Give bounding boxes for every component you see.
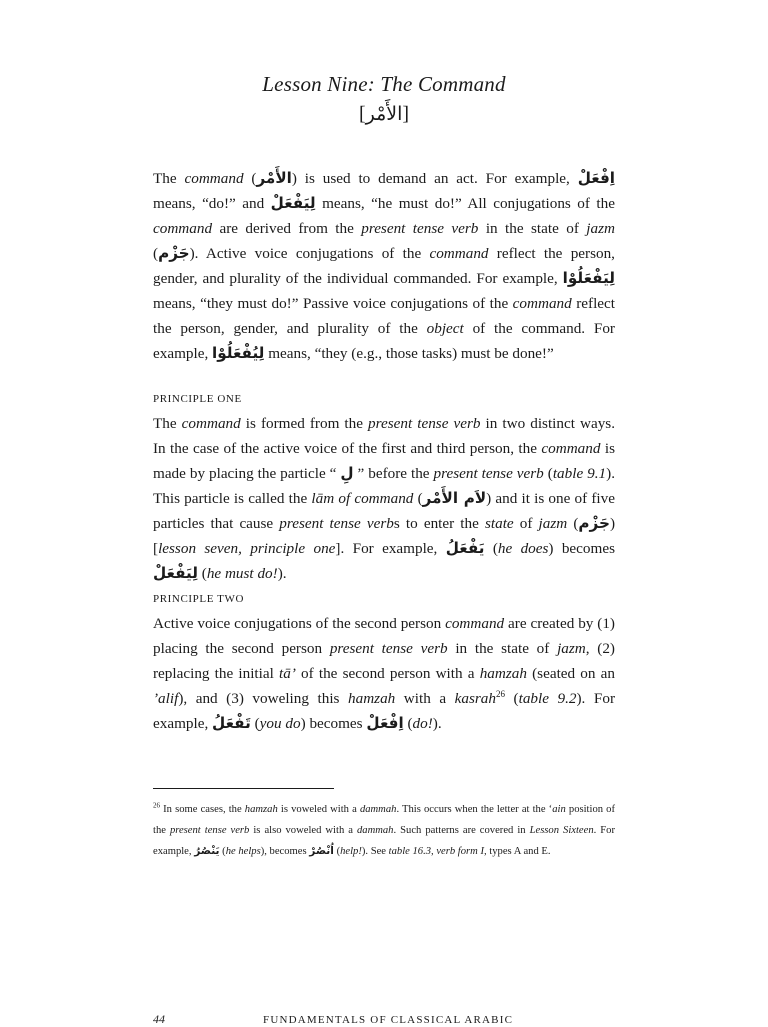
bracket-open: [: [358, 103, 366, 125]
text-run: (: [504, 690, 519, 707]
cross-reference: lesson seven, principle one: [158, 540, 336, 557]
text-run: ). This particle is called the: [153, 465, 615, 507]
arabic-term: يَفْعَلُ: [445, 539, 485, 557]
text-run: are derived from the: [212, 220, 362, 237]
text-run: ” before the: [353, 465, 434, 482]
gloss: he must do!: [206, 565, 278, 582]
text-run: reflect the person, gender, and plurality of the: [153, 295, 615, 337]
arabic-term: الأَمْر: [256, 169, 292, 187]
text-run: ). See: [361, 846, 389, 857]
text-run: (: [484, 540, 498, 557]
arabic-term: الأَمْر: [365, 103, 403, 125]
running-title: FUNDAMENTALS OF CLASSICAL ARABIC: [263, 1014, 514, 1026]
gloss: you do: [259, 715, 301, 732]
table-reference: table 9.1: [552, 465, 607, 482]
term: present tense verb: [169, 824, 250, 836]
text-run: The: [153, 170, 185, 187]
text-run: (: [250, 715, 260, 732]
term: command: [541, 440, 601, 457]
text-run: means, “they (e.g., those tasks) must be done!”: [264, 345, 554, 362]
term: ’alif: [153, 690, 179, 707]
term: jazm: [586, 220, 615, 237]
text-run: (: [403, 715, 413, 732]
arabic-term: اُنْصُرْ: [309, 845, 334, 857]
text-run: . For example,: [153, 824, 615, 857]
text-run: means, “he must do!” All conjugations of the: [315, 195, 615, 212]
term: tā’: [279, 665, 296, 682]
term: kasrah: [454, 690, 496, 707]
arabic-term: لِيُفْعَلُوْا: [212, 344, 265, 362]
text-run: (: [333, 846, 341, 857]
arabic-term: جَزْم: [158, 244, 190, 262]
term: jazm: [557, 640, 586, 657]
text-run: of the command. For example,: [153, 320, 615, 362]
intro-paragraph: [153, 166, 615, 366]
bracket-close: ]: [402, 103, 410, 125]
text-run: of: [513, 515, 539, 532]
page-number: 44: [153, 1012, 165, 1026]
cross-reference: Lesson Sixteen: [529, 824, 594, 836]
arabic-term: لِيَفْعَلُوْا: [562, 269, 615, 287]
term: ain: [552, 804, 566, 815]
text-run: is made by placing the particle “: [153, 440, 615, 482]
term: command: [512, 295, 572, 312]
text-run: . This occurs when the letter at the ‘: [396, 804, 553, 815]
text-run: ).: [432, 715, 442, 732]
term: state: [484, 515, 514, 532]
principle-one-paragraph: [153, 411, 615, 586]
text-run: ) and it is one of five particles that cause: [153, 490, 615, 532]
arabic-term: جَزْم: [578, 514, 610, 532]
term: present tense verb: [279, 515, 394, 532]
term: lām of command: [311, 490, 414, 507]
text-run: with a: [395, 690, 455, 707]
text-run: ), and (3) voweling this: [178, 690, 348, 707]
term: present tense verb: [368, 415, 481, 432]
text-run: of the second person with a: [295, 665, 480, 682]
text-run: types A and E.: [486, 846, 551, 857]
term: present tense verb: [433, 465, 544, 482]
text-run: In some cases, the: [160, 804, 245, 815]
arabic-term: لِ: [340, 464, 354, 482]
text-run: (: [413, 490, 423, 507]
gloss: help!: [340, 846, 362, 857]
footnote: [153, 800, 615, 863]
principle-two-heading: PRINCIPLE TWO: [153, 593, 245, 605]
text-run: ) becomes: [300, 715, 367, 732]
text-run: (: [567, 515, 579, 532]
text-run: is also voweled with a: [249, 824, 357, 836]
text-run: ). For example,: [153, 690, 615, 732]
text-run: ) is used to demand an act. For example,: [291, 170, 578, 187]
term: hamzah: [348, 690, 396, 707]
lesson-subtitle: [0, 103, 768, 126]
term: command: [181, 415, 241, 432]
text-run: is voweled with a: [277, 804, 360, 815]
term: present tense verb: [361, 220, 479, 237]
arabic-term: يَنْصُرُ: [194, 845, 220, 857]
gloss: he helps: [225, 846, 261, 857]
principle-one-heading: PRINCIPLE ONE: [153, 393, 242, 405]
text-run: means, “they must do!” Passive voice conjugations of the: [153, 295, 513, 312]
text-run: , (2) replacing the initial: [153, 640, 615, 682]
text-run: . Such patterns are covered in: [393, 824, 530, 836]
text-run: means, “do!” and: [153, 195, 271, 212]
arabic-term: تَفْعَلُ: [212, 714, 251, 732]
text-run: ).: [277, 565, 287, 582]
text-run: reflect the person, gender, and plurality of the individual commanded. For example,: [153, 245, 615, 287]
text-run: ) [: [153, 515, 616, 557]
term: dammah: [356, 824, 394, 836]
lesson-title: Lesson Nine: The Command: [262, 72, 506, 96]
footnote-number: 26: [153, 801, 160, 810]
term: object: [426, 320, 464, 337]
term: present tense verb: [329, 640, 448, 657]
arabic-term: اِفْعَلْ: [366, 714, 404, 732]
text-run: (seated on an: [526, 665, 615, 682]
text-run: are created by (1) placing the second person: [153, 615, 615, 657]
gloss: he does: [497, 540, 549, 557]
term: jazm: [538, 515, 568, 532]
text-run: (: [153, 245, 159, 262]
text-run: in the state of: [478, 220, 587, 237]
gloss: do!: [412, 715, 433, 732]
text-run: The: [153, 415, 182, 432]
text-run: s to enter the: [393, 515, 485, 532]
text-run: ). Active voice conjugations of the: [189, 245, 430, 262]
term: dammah: [359, 804, 397, 815]
text-run: is formed from the: [240, 415, 369, 432]
text-run: in two distinct ways. In the case of the active voice of the first and third person, the: [153, 415, 615, 457]
term: command: [153, 220, 213, 237]
term: command: [429, 245, 489, 262]
term: command: [184, 170, 244, 187]
text-run: position of the: [153, 804, 615, 836]
term: hamzah: [479, 665, 527, 682]
text-run: (: [243, 170, 257, 187]
principle-two-paragraph: [153, 611, 615, 736]
text-run: Active voice conjugations of the second person: [153, 615, 446, 632]
footnote-marker[interactable]: 26: [495, 688, 505, 699]
table-reference: table 9.2: [518, 690, 577, 707]
cross-reference: table 16.3, verb form I,: [388, 846, 487, 857]
text-run: ]. For example,: [335, 540, 446, 557]
text-run: in the state of: [447, 640, 558, 657]
text-run: (: [197, 565, 207, 582]
text-run: (: [219, 846, 226, 857]
footnote-divider: [153, 788, 334, 789]
arabic-term: لاَم الأَمْر: [422, 489, 487, 507]
arabic-term: لِيَفْعَلْ: [270, 194, 316, 212]
text-run: (: [543, 465, 553, 482]
term: command: [445, 615, 505, 632]
text-run: ) becomes: [548, 540, 615, 557]
term: hamzah: [244, 804, 278, 815]
arabic-term: لِيَفْعَلْ: [153, 564, 198, 582]
text-run: ), becomes: [260, 846, 310, 857]
arabic-term: اِفْعَلْ: [577, 169, 615, 187]
